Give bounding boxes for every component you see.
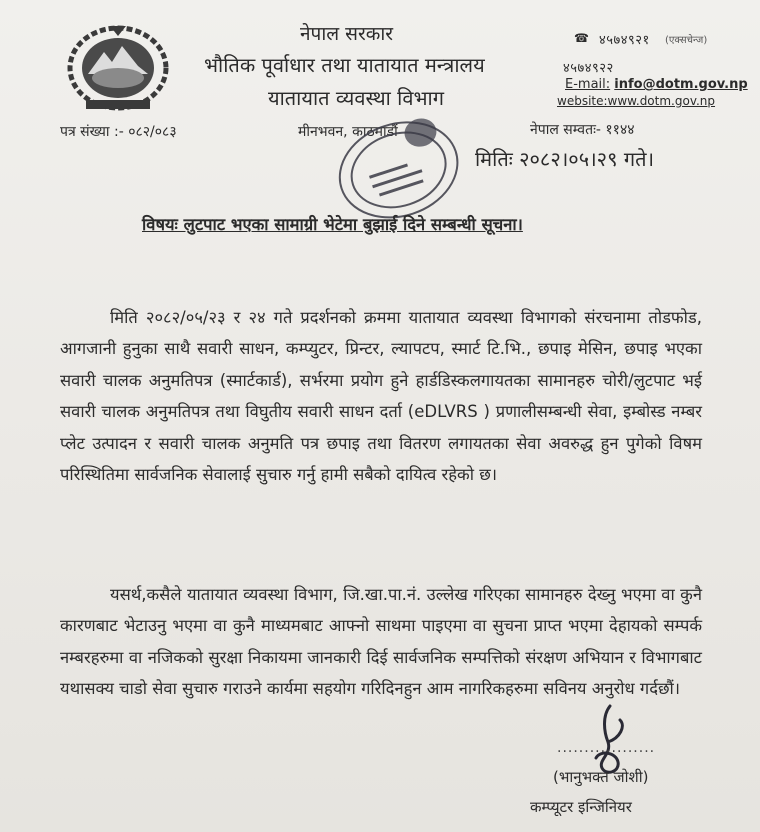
website-label: website:	[557, 94, 608, 108]
website-row	[557, 94, 715, 108]
email-label: E-mail:	[565, 77, 611, 92]
government-emblem-icon	[66, 22, 170, 112]
email-row	[565, 77, 748, 92]
telephone-icon: ☎	[574, 31, 589, 45]
signer-name: (भानुभक्त जोशी)	[553, 768, 649, 786]
subject-heading: विषयः लुटपाट भएका सामाग्री भेटेमा बुझाई दिने सम्बन्धी सूचना।	[142, 215, 523, 234]
signer-designation: कम्प्यूटर इन्जिनियर	[530, 798, 632, 816]
office-location: मीनभवन, काठमाडौं	[298, 124, 398, 140]
phone-number-1: ४५७४९२१	[599, 33, 650, 48]
website-link[interactable]: www.dotm.gov.np	[607, 94, 716, 108]
body-paragraph-2: यसर्थ,कसैले यातायात व्यवस्था विभाग, जि.खा.पा.नं. उल्लेख गरिएका सामानहरु देख्नु भएमा वा कुनै कारणबाट भेटाउनु भएमा वा कुनै माध्यमबाट आफ्नो साथमा पाइएमा वा सुचना प्राप्त भएमा देहायको सम्पर्क नम्बरहरुमा वा नजिकको सुरक्षा निकायमा जानकारी दिई सार्वजनिक सम्पत्तिको संरक्षण अभियान र विभागबाट यथासक्य चाडो सेवा सुचारु गराउने कार्यमा सहयोग गरिदिनहुन आम नागरिकहरुमा सविनय अनुरोध गर्दछौं।	[60, 584, 702, 698]
government-name: नेपाल सरकार	[300, 23, 394, 45]
email-link[interactable]: info@dotm.gov.np	[614, 77, 748, 92]
signature-line: ..................	[557, 740, 656, 756]
nepal-samvat-year: नेपाल सम्वतः- ११४४	[530, 122, 635, 138]
reference-number: पत्र संख्या :- ०८२/०८३	[60, 124, 177, 140]
letter-date: मितिः २०८२।०५।२९ गते।	[475, 147, 655, 171]
phone-exchange-note: (एक्सचेन्ज)	[665, 35, 708, 46]
official-stamp-icon	[328, 108, 468, 228]
phone-number-2: ४५७४९२२	[563, 61, 614, 76]
department-name: यातायात व्यवस्था विभाग	[268, 86, 444, 110]
body-paragraph-1: मिति २०८२/०५/२३ र २४ गते प्रदर्शनको क्रममा यातायात व्यवस्था विभागको संरचनामा तोडफोड, आगजानी हुनुका साथै सवारी साधन, कम्प्युटर, प्रिन्टर, ल्यापटप, स्मार्ट टि.भि., छपाइ मेसिन, छपाइ भएका सवारी चालक अनुमतिपत्र (स्मार्टकार्ड), सर्भरमा प्रयोग हुने हार्डडिस्कलगायतका सामानहरु चोरी/लुटपाट भई सवारी चालक अनुमतिपत्र तथा विघुतीय सवारी साधन दर्ता (eDLVRS ) प्रणालीसम्बन्धी सेवा, इम्बोस्ड नम्बर प्लेट उत्पादन र सवारी चालक अनुमति पत्र छपाइ तथा वितरण लगायतका सेवा अवरुद्ध हुन पुगेको विषम परिस्थितिमा सार्वजनिक सेवालाई सुचारु गर्नु हामी सबैको दायित्व रहेको छ।	[60, 307, 702, 484]
ministry-name: भौतिक पूर्वाधार तथा यातायात मन्त्रालय	[204, 53, 485, 77]
